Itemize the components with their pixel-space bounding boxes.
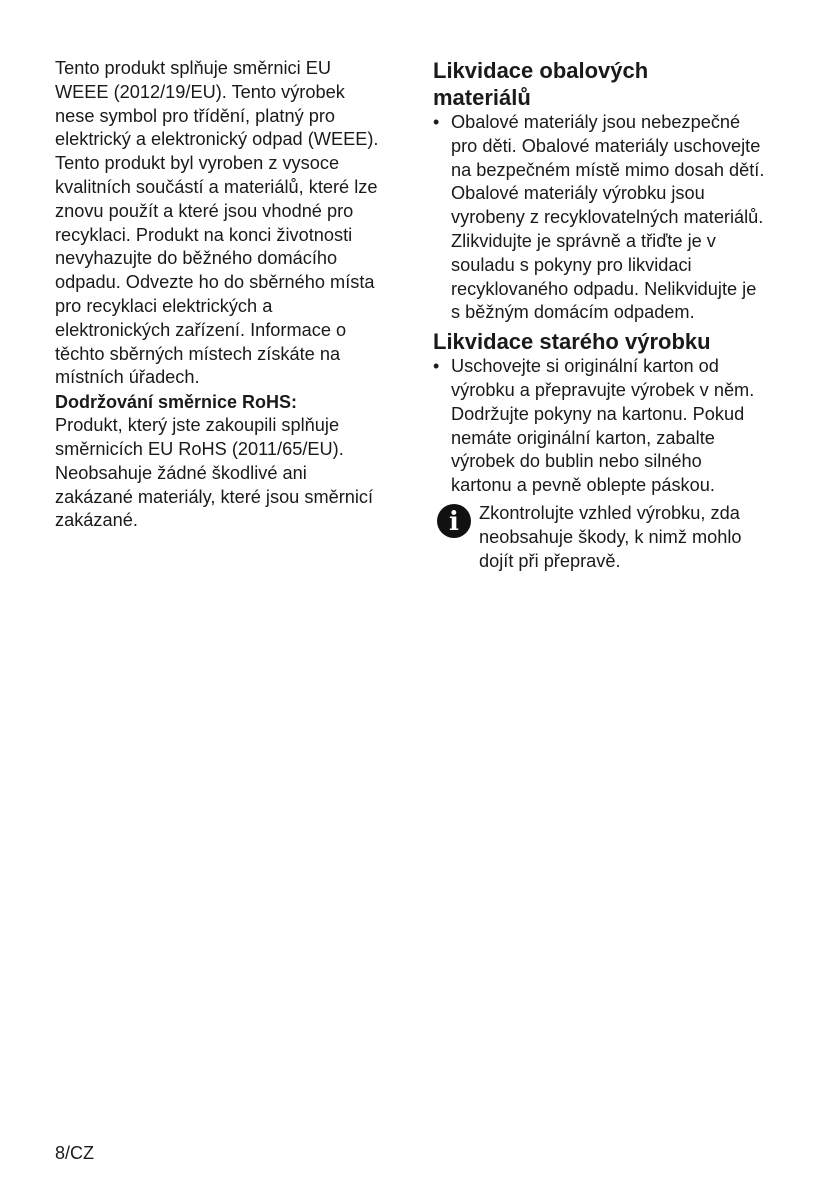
page-number: 8/CZ	[55, 1143, 95, 1163]
left-column	[55, 57, 405, 533]
text-line: zakázané materiály, které jsou směrnicí	[55, 486, 374, 507]
text-line: WEEE (2012/19/EU). Tento výrobek	[55, 81, 345, 102]
text-line: vyrobeny z recyklovatelných materiálů.	[451, 207, 764, 228]
text-line: Obalové materiály jsou nebezpečné	[451, 112, 741, 132]
text-line: zakázané.	[55, 510, 138, 531]
text-line: Tento produkt byl vyroben z vysoce	[55, 153, 340, 174]
text-line: dojít při přepravě.	[479, 550, 621, 571]
text-line: pro děti. Obalové materiály uschovejte	[451, 135, 761, 156]
text-line: na bezpečném místě mimo dosah dětí.	[451, 159, 765, 180]
info-icon	[436, 503, 472, 539]
weee-paragraph	[55, 57, 405, 390]
text-line: výrobek do bublin nebo silného	[451, 451, 702, 472]
text-line: s běžným domácím odpadem.	[451, 302, 695, 323]
text-line: odpadu. Odvezte ho do sběrného místa	[55, 272, 375, 293]
text-line: neobsahuje škody, k nimž mohlo	[479, 526, 742, 547]
text-line: nese symbol pro třídění, platný pro	[55, 105, 336, 126]
text-line: Zlikvidujte je správně a třiďte je v	[451, 230, 716, 251]
text-line: Zkontrolujte vzhled výrobku, zda	[479, 502, 740, 523]
text-line: Produkt, který jste zakoupili splňuje	[55, 415, 340, 436]
packaging-heading	[433, 57, 793, 111]
text-line: elektronických zařízení. Informace o	[55, 319, 347, 340]
bullet-icon: •	[433, 356, 440, 377]
packaging-bullet	[433, 111, 793, 325]
text-line: recyklovaného odpadu. Nelikvidujte je	[451, 278, 757, 299]
text-line: Tento produkt splňuje směrnici EU	[55, 58, 331, 78]
info-note	[433, 502, 793, 573]
text-line: místních úřadech.	[55, 367, 200, 388]
old-product-bullet	[433, 355, 793, 498]
text-line: Obalové materiály výrobku jsou	[451, 183, 705, 204]
text-line: nevyhazujte do běžného domácího	[55, 248, 338, 269]
text-line: kvalitních součástí a materiálů, které lze	[55, 176, 378, 197]
text-line: elektrický a elektronický odpad (WEEE).	[55, 129, 379, 150]
text-line: směrnicích EU RoHS (2011/65/EU).	[55, 438, 344, 459]
heading-line: Likvidace obalových	[433, 58, 649, 83]
text-line: těchto sběrných místech získáte na	[55, 343, 341, 364]
info-icon-glyph: i	[449, 506, 459, 537]
text-line: souladu s pokyny pro likvidaci	[451, 254, 692, 275]
text-line: Dodržujte pokyny na kartonu. Pokud	[451, 403, 745, 424]
text-line: nemáte originální karton, zabalte	[451, 427, 715, 448]
right-column	[433, 57, 793, 573]
rohs-heading: Dodržování směrnice RoHS:	[55, 392, 298, 413]
rohs-paragraph	[55, 414, 405, 533]
text-line: znovu použít a které jsou vhodné pro	[55, 200, 354, 221]
text-line: kartonu a pevně oblepte páskou.	[451, 475, 715, 496]
text-line: Neobsahuje žádné škodlivé ani	[55, 462, 307, 483]
old-product-heading: Likvidace starého výrobku	[433, 329, 711, 355]
text-line: pro recyklaci elektrických a	[55, 295, 273, 316]
text-line: recyklaci. Produkt na konci životnosti	[55, 224, 353, 245]
heading-line: materiálů	[433, 85, 531, 110]
text-line: Uschovejte si originální karton od	[451, 356, 719, 377]
bullet-icon: •	[433, 112, 440, 132]
text-line: výrobku a přepravujte výrobek v něm.	[451, 379, 755, 400]
